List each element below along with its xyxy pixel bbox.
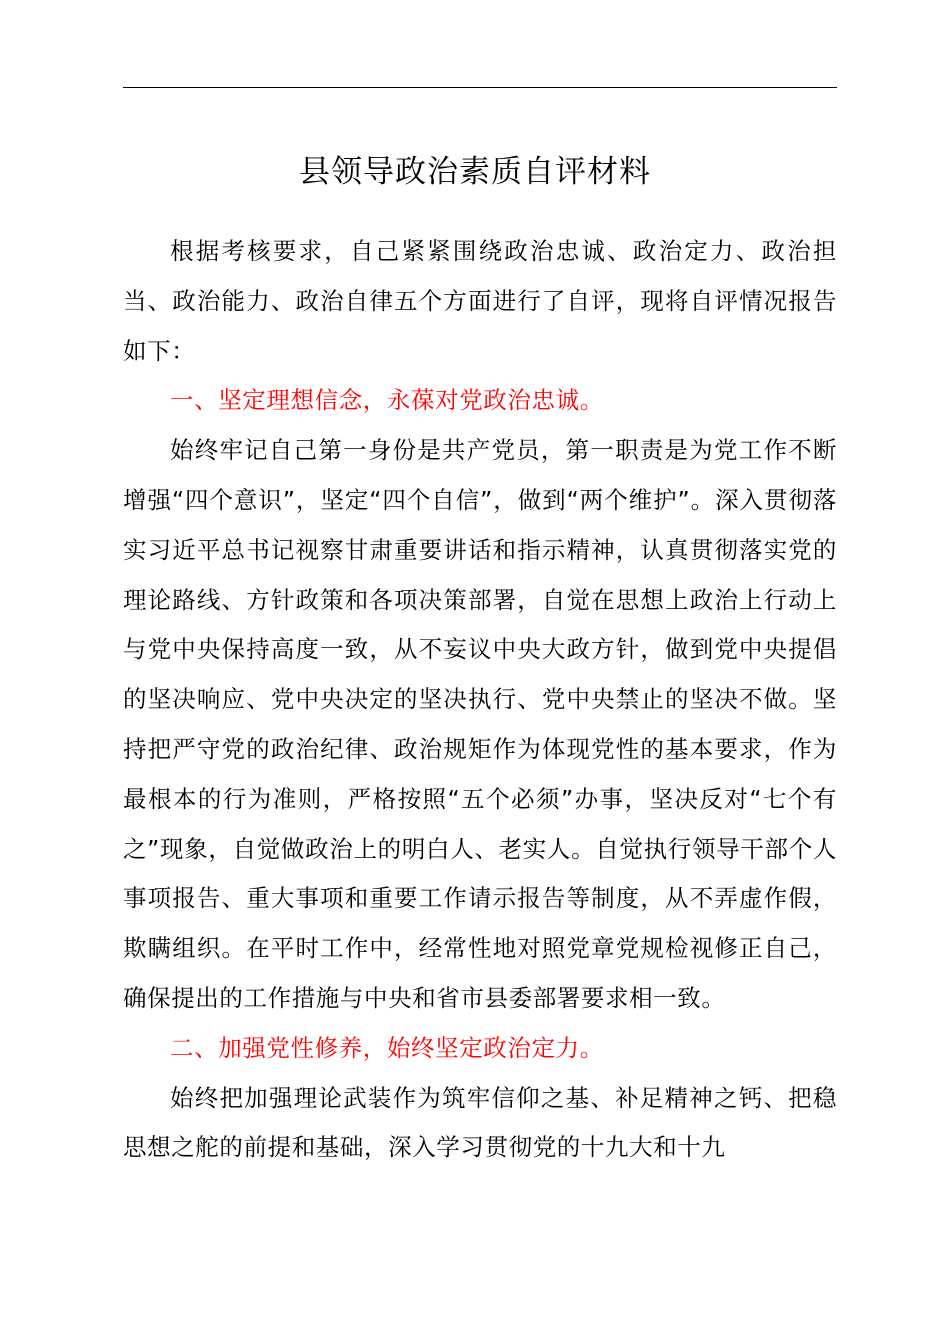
section-1-paragraph: 始终牢记自己第一身份是共产党员，第一职责是为党工作不断增强“四个意识”，坚定“四个自信”，做到“两个维护”。深入贯彻落实习近平总书记视察甘肃重要讲话和指示精神，认真贯彻落实党的理论路线、方针政策和各项决策部署，自觉在思想上政治上行动上与党中央保持高度一致，从不妄议中央大政方针，做到党中央提倡的坚决响应、党中央决定的坚决执行、党中央禁止的坚决不做。坚持把严守党的政治纪律、政治规矩作为体现党性的基本要求，作为最根本的行为准则，严格按照“五个必须”办事，坚决反对“七个有之”现象，自觉做政治上的明白人、老实人。自觉执行领导干部个人事项报告、重大事项和重要工作请示报告等制度，从不弄虚作假，欺瞒组织。在平时工作中，经常性地对照党章党规检视修正自己，确保提出的工作措施与中央和省市县委部署要求相一致。 bbox=[123, 436, 837, 1012]
header-rule bbox=[123, 87, 837, 88]
section-heading-1: 一、坚定理想信念，永葆对党政治忠诚。 bbox=[170, 386, 604, 415]
document-body bbox=[123, 227, 837, 1173]
section-heading-2: 二、加强党性修养，始终坚定政治定力。 bbox=[170, 1033, 604, 1062]
section-2-paragraph: 始终把加强理论武装作为筑牢信仰之基、补足精神之钙、把稳思想之舵的前提和基础，深入学习贯彻党的十九大和十九 bbox=[123, 1083, 837, 1162]
document-title: 县领导政治素质自评材料 bbox=[299, 154, 651, 190]
intro-paragraph: 根据考核要求，自己紧紧围绕政治忠诚、政治定力、政治担当、政治能力、政治自律五个方面进行了自评，现将自评情况报告如下： bbox=[123, 237, 837, 365]
